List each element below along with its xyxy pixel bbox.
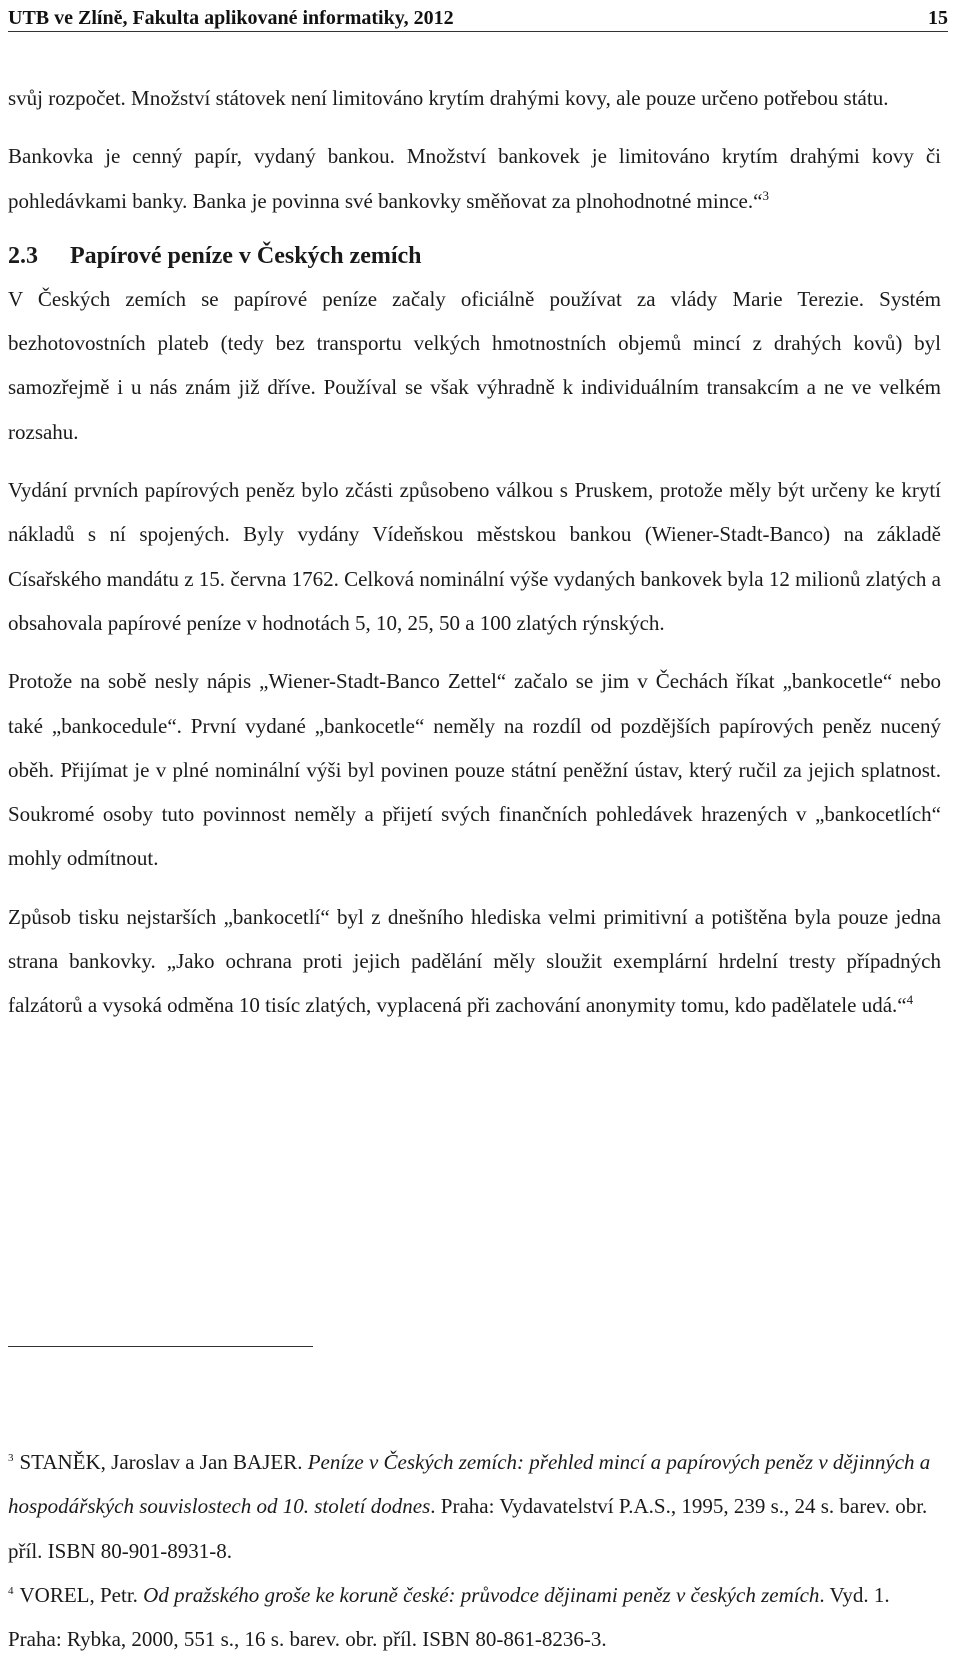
footnote-publication: . Praha: Vydavatelství P.A.S., 1995, 239 s., 24 s. barev. obr. příl. ISBN 80-901-8931-8. bbox=[8, 1494, 928, 1563]
footnotes bbox=[8, 1440, 941, 1661]
section-heading bbox=[8, 239, 941, 273]
paragraph-5: Protože na sobě nesly nápis „Wiener-Stadt-Banco Zettel“ začalo se jim v Čechách říkat „bankocetle“ nebo také „bankocedule“. První vydané „bankocetle“ neměly na rozdíl od pozdějších papírových peněz nucený oběh. Přijímat je v plné nominální výši byl povinen pouze státní peněžní ústav, který ručil za jejich splatnost. Soukromé osoby tuto povinnost neměly a přijetí svých finančních pohledávek hrazených v „bankocetlích“ mohly odmítnout. bbox=[8, 669, 941, 871]
section-number: 2.3 bbox=[8, 242, 38, 269]
paragraph-2-text: Bankovka je cenný papír, vydaný bankou. Množství bankovek je limitováno krytím drahými kovy či pohledávkami banky. Banka je povinna své bankovky směňovat za plnohodnotné mince.“ bbox=[8, 144, 941, 213]
footnote-author: STANĚK, Jaroslav a Jan BAJER. bbox=[19, 1450, 308, 1474]
footnote-author: VOREL, Petr. bbox=[19, 1582, 144, 1607]
footnote-separator bbox=[8, 1346, 313, 1347]
footnote-number: 3 bbox=[8, 1452, 14, 1464]
footnote-publication: . Vyd. 1. Praha: Rybka, 2000, 551 s., 16 s. barev. obr. příl. ISBN 80-861-8236-3. bbox=[8, 1582, 890, 1652]
footnote-ref-4: 4 bbox=[906, 992, 914, 1008]
header-title: UTB ve Zlíně, Fakulta aplikované informatiky, 2012 bbox=[8, 7, 454, 29]
footnote-3 bbox=[8, 1440, 941, 1573]
page-body bbox=[8, 76, 941, 1028]
paragraph-6-text: Způsob tisku nejstarších „bankocetlí“ byl z dnešního hlediska velmi primitivní a potištěna byla pouze jedna strana bankovky. „Jako ochrana proti jejich padělání měly sloužit exemplární hrdelní tresty případných falzátorů a vysoká odměna 10 tisíc zlatých, vyplacená při zachování anonymity tomu, kdo padělatele udá.“ bbox=[8, 904, 941, 1018]
page-header bbox=[8, 0, 948, 32]
page-number: 15 bbox=[928, 7, 948, 29]
footnote-title: Od pražského groše ke koruně české: průvodce dějinami peněz v českých zemích bbox=[143, 1582, 820, 1607]
section-title: Papírové peníze v Českých zemích bbox=[70, 242, 422, 269]
footnote-ref-3: 3 bbox=[762, 187, 769, 203]
footnote-4 bbox=[8, 1573, 941, 1661]
paragraph-2 bbox=[8, 134, 941, 223]
paragraph-6 bbox=[8, 895, 941, 1028]
paragraph-4: Vydání prvních papírových peněz bylo zčásti způsobeno válkou s Pruskem, protože měly být určeny ke krytí nákladů s ní spojených. Byly vydány Vídeňskou městskou bankou (Wiener-Stadt-Banco) na základě Císařského mandátu z 15. června 1762. Celková nominální výše vydaných bankovek byla 12 milionů zlatých a obsahovala papírové peníze v hodnotách 5, 10, 25, 50 a 100 zlatých rýnských. bbox=[8, 478, 941, 635]
footnote-number: 4 bbox=[8, 1584, 14, 1597]
footnote-title: Peníze v Českých zemích: přehled mincí a papírových peněz v dějinných a hospodářských souvislostech od 10. století dodnes bbox=[8, 1450, 931, 1519]
paragraph-1: svůj rozpočet. Množství státovek není limitováno krytím drahými kovy, ale pouze určeno potřebou státu. bbox=[8, 86, 889, 110]
paragraph-3: V Českých zemích se papírové peníze začaly oficiálně používat za vlády Marie Terezie. Systém bezhotovostních plateb (tedy bez transportu velkých hmotnostních objemů mincí z drahých kovů) byl samozřejmě i u nás znám již dříve. Používal se však výhradně k individuálním transakcím a ne ve velkém rozsahu. bbox=[8, 286, 941, 444]
